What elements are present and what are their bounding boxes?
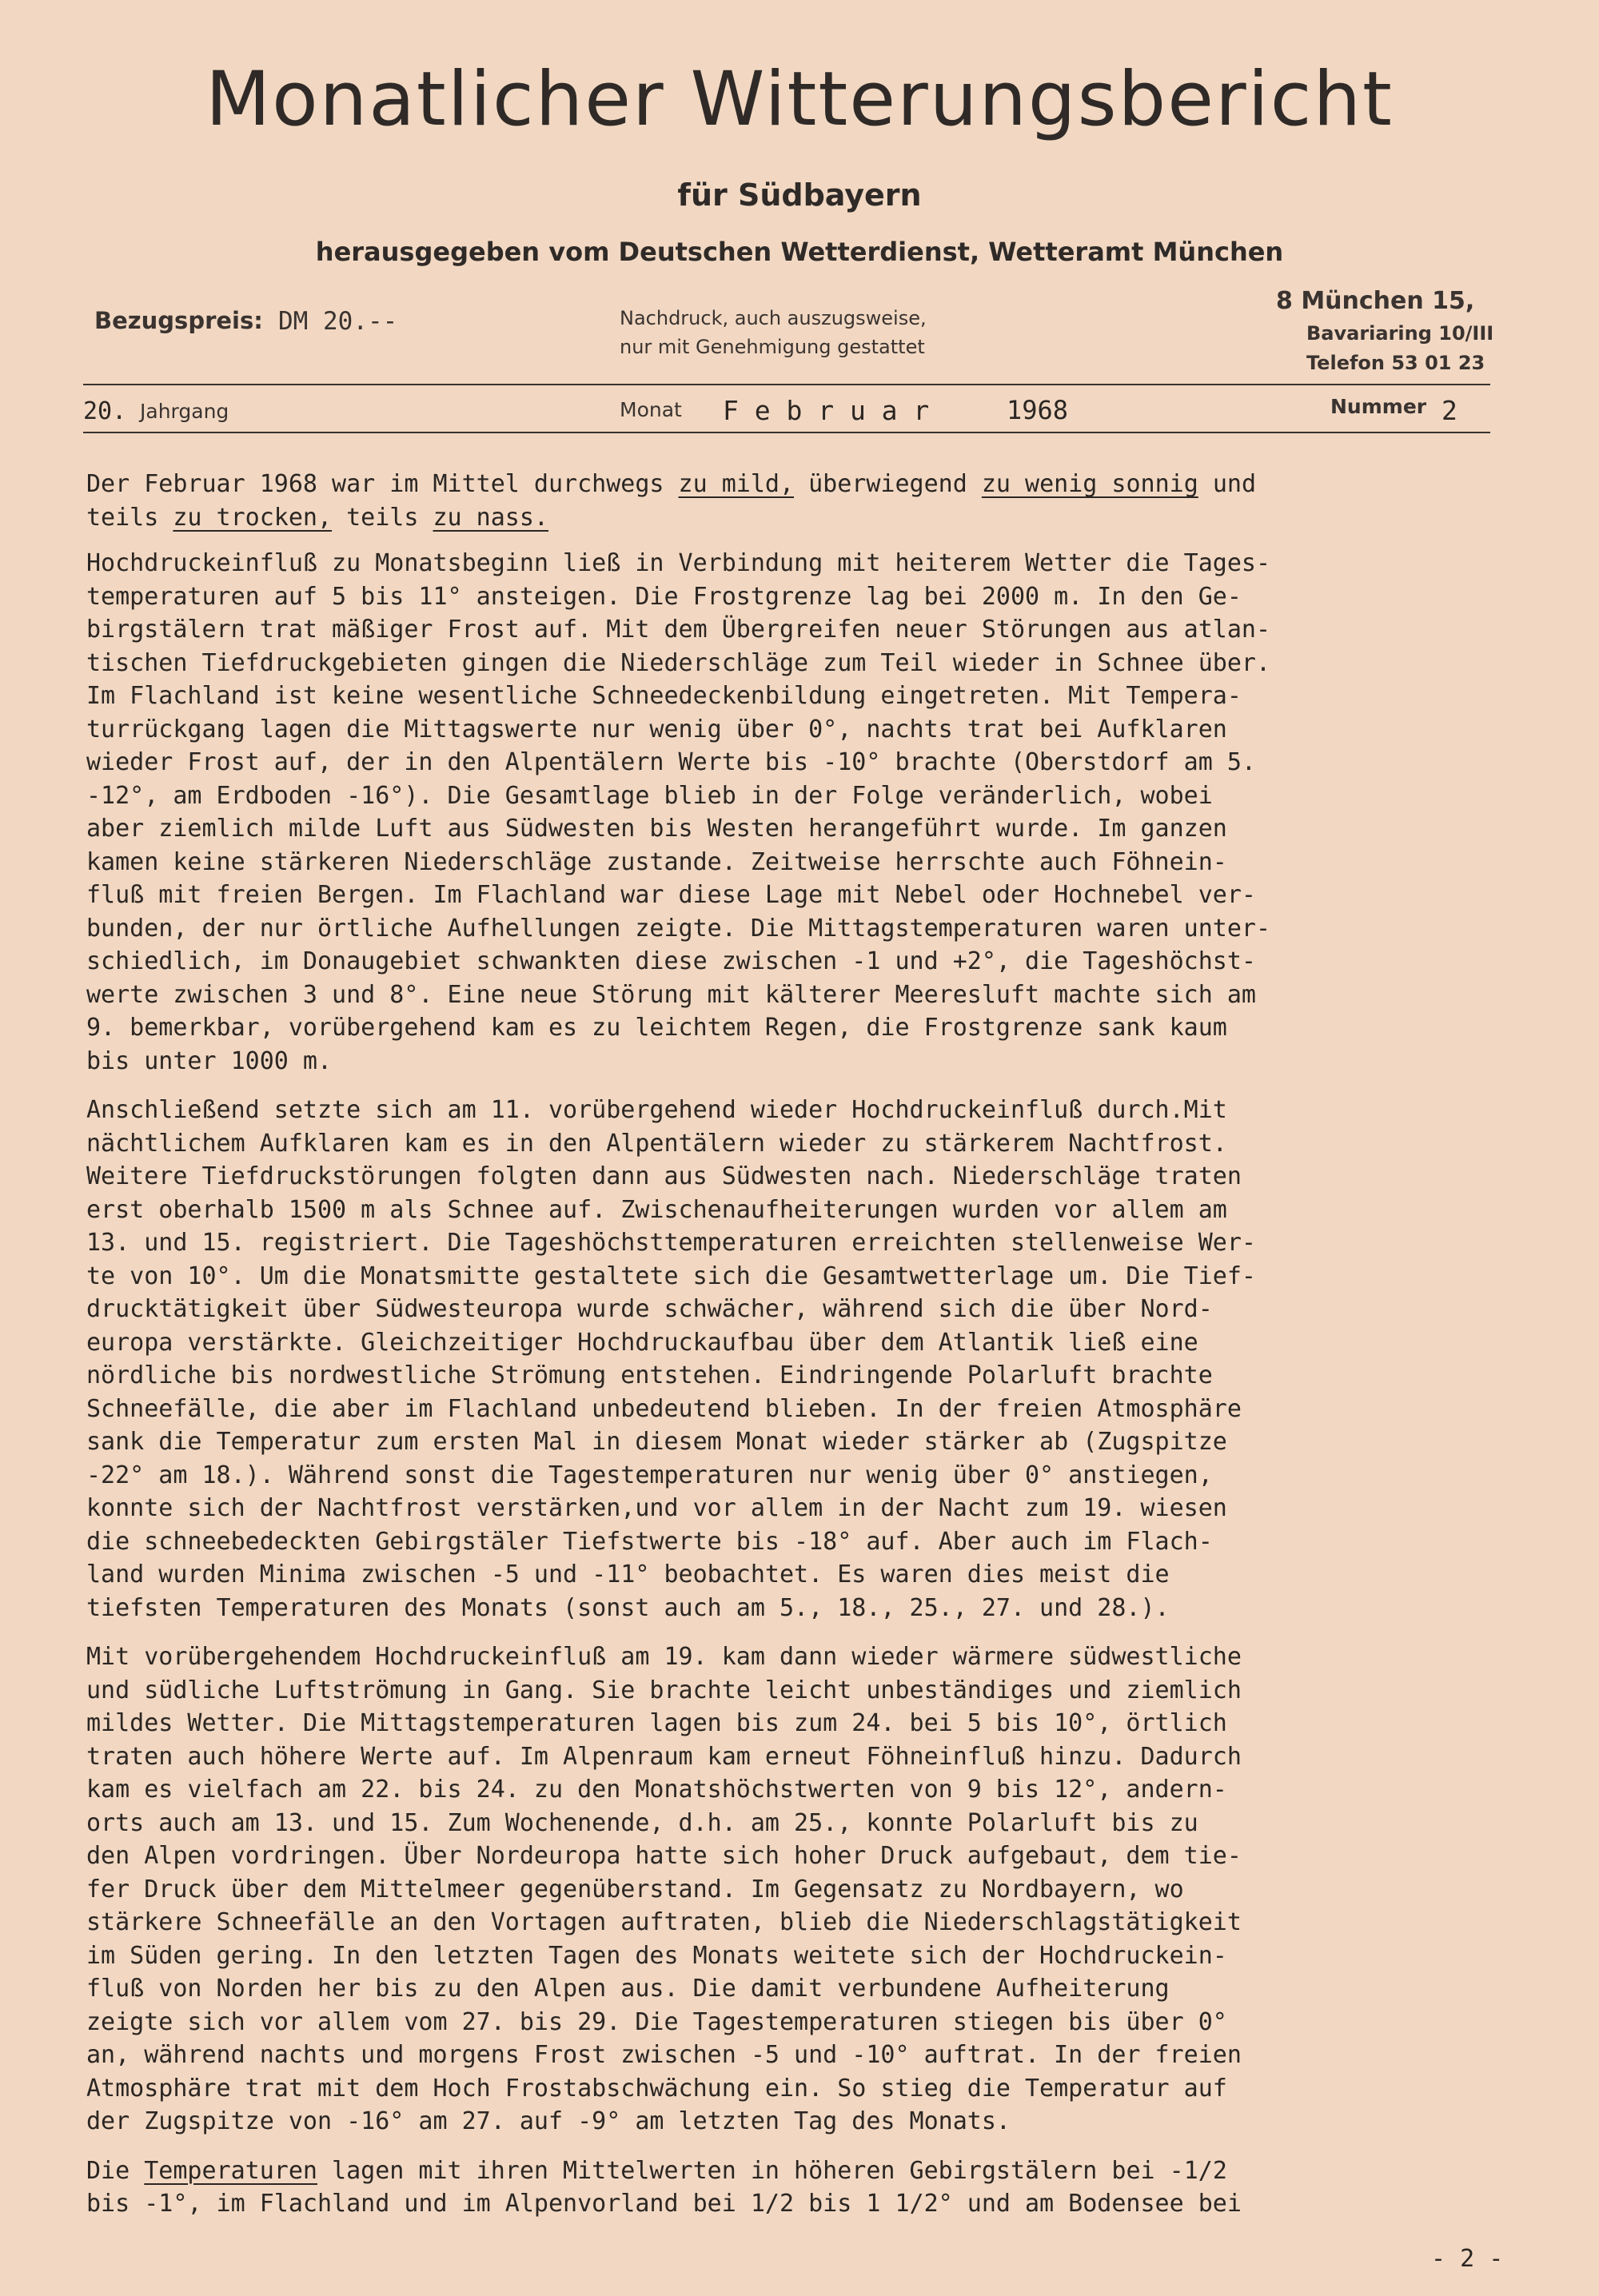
reprint-notice-line1: Nachdruck, auch auszugsweise, xyxy=(620,307,927,329)
underlined-term: zu wenig sonnig xyxy=(981,470,1198,498)
header-rule-bottom xyxy=(83,432,1490,433)
price-label: Bezugspreis: xyxy=(94,307,263,334)
report-subtitle: für Südbayern xyxy=(677,177,922,213)
paragraph-4-text: bis -1°, im Flachland und im Alpenvorland bei 1/2 bis 1 1/2° und am Bodensee bei xyxy=(86,2190,1242,2218)
paragraph-3: Mit vorübergehendem Hochdruckeinfluß am 19. kam dann wieder wärmere südwestliche und südliche Luftströmung in Gang. Sie brachte leicht unbeständiges und ziemlich mildes Wetter. Die Mittagstemperaturen lagen bis zum 24. bei 5 bis 10°, örtlich traten auch höhere Werte auf. Im Alpenraum kam erneut Föhneinfluß hinzu. Dadurch kam es vielfach am 22. bis 24. zu den Monatshöchstwerten von 9 bis 12°, andern- orts auch am 13. und 15. Zum Wochenende, d.h. am 25., konnte Polarluft bis zu den Alpen vordringen. Über Nordeuropa hatte sich hoher Druck aufgebaut, dem tie- fer Druck über dem Mittelmeer gegenüberstand. Im Gegensatz zu Nordbayern, wo stärkere Schneefälle an den Vortagen auftraten, blieb die Niederschlagstätigkeit im Süden gering. In den letzten Tagen des Monats weitete sich der Hochdruckein- fluß von Norden her bis zu den Alpen aus. Die damit verbundene Aufheiterung zeigte sich vor allem vom 27. bis 29. Die Tagestemperaturen stiegen bis über 0° an, während nachts und morgens Frost zwischen -5 und -10° auftrat. In der freien Atmosphäre trat mit dem Hoch Frostabschwächung ein. So stieg die Temperatur auf der Zugspitze von -16° am 27. auf -9° am letzten Tag des Monats. xyxy=(86,1643,1242,2135)
number-label: Nummer xyxy=(1330,395,1427,418)
paragraph-4 xyxy=(86,2154,1557,2221)
month-label: Monat xyxy=(620,398,682,421)
address-phone: Telefon 53 01 23 xyxy=(1306,352,1485,374)
intro-text: Der Februar 1968 war im Mittel durchwegs xyxy=(86,470,679,498)
reprint-notice-line2: nur mit Genehmigung gestattet xyxy=(620,336,925,358)
intro-text: teils xyxy=(86,503,173,532)
header-rule-top xyxy=(83,384,1490,385)
year-value: 1968 xyxy=(1007,395,1069,425)
volume-label: Jahrgang xyxy=(140,400,229,423)
underlined-term: Temperaturen xyxy=(144,2156,317,2185)
underlined-term: zu trocken, xyxy=(173,503,333,532)
intro-text: und xyxy=(1198,470,1257,498)
number-value: 2 xyxy=(1441,395,1457,426)
page-number: - 2 - xyxy=(1431,2245,1504,2273)
intro-text: überwiegend xyxy=(794,470,982,498)
volume-number: 20. xyxy=(83,397,127,425)
intro-text: teils xyxy=(332,503,433,532)
month-value: F e b r u a r xyxy=(723,395,930,426)
report-title: Monatlicher Witterungsbericht xyxy=(205,56,1394,143)
paragraph-4-text: Die xyxy=(86,2156,145,2185)
address-street: Bavariaring 10/III xyxy=(1306,322,1494,345)
price-value: DM 20.-- xyxy=(278,307,398,336)
underlined-term: zu nass. xyxy=(433,503,548,532)
publisher-line: herausgegeben vom Deutschen Wetterdienst, Wetteramt München xyxy=(315,237,1284,267)
report-body xyxy=(86,468,1557,2237)
intro-paragraph xyxy=(86,468,1557,534)
paragraph-4-text: lagen mit ihren Mittelwerten in höheren Gebirgstälern bei -1/2 xyxy=(317,2156,1227,2185)
underlined-term: zu mild, xyxy=(678,470,795,498)
paragraph-1: Hochdruckeinfluß zu Monatsbeginn ließ in Verbindung mit heiterem Wetter die Tages- temperaturen auf 5 bis 11° ansteigen. Die Frostgrenze lag bei 2000 m. In den Ge- birgstälern trat mäßiger Frost auf. Mit dem Übergreifen neuer Störungen aus atlan- tischen Tiefdruckgebieten gingen die Niederschläge zum Teil wieder in Schnee über. Im Flachland ist keine wesentliche Schneedeckenbildung eingetreten. Mit Tempera- turrückgang lagen die Mittagswerte nur wenig über 0°, nachts trat bei Aufklaren wieder Frost auf, der in den Alpentälern Werte bis -10° brachte (Oberstdorf am 5. -12°, am Erdboden -16°). Die Gesamtlage blieb in der Folge veränderlich, wobei aber ziemlich milde Luft aus Südwesten bis Westen herangeführt wurde. Im ganzen kamen keine stärkeren Niederschläge zustande. Zeitweise herrschte auch Föhnein- fluß mit freien Bergen. Im Flachland war diese Lage mit Nebel oder Hochnebel ver- bunden, der nur örtliche Aufhellungen zeigte. Die Mittagstemperaturen waren unter- schiedlich, im Donaugebiet schwankten diese zwischen -1 und +2°, die Tageshöchst- werte zwischen 3 und 8°. Eine neue Störung mit kälterer Meeresluft machte sich am 9. bemerkbar, vorübergehend kam es zu leichtem Regen, die Frostgrenze sank kaum bis unter 1000 m. xyxy=(86,549,1271,1075)
address-city: 8 München 15, xyxy=(1276,287,1475,315)
paragraph-2: Anschließend setzte sich am 11. vorübergehend wieder Hochdruckeinfluß durch.Mit nächtlichem Aufklaren kam es in den Alpentälern wieder zu stärkerem Nachtfrost. Weitere Tiefdruckstörungen folgten dann aus Südwesten nach. Niederschläge traten erst oberhalb 1500 m als Schnee auf. Zwischenaufheiterungen wurden vor allem am 13. und 15. registriert. Die Tageshöchsttemperaturen erreichten stellenweise Wer- te von 10°. Um die Monatsmitte gestaltete sich die Gesamtwetterlage um. Die Tief- drucktätigkeit über Südwesteuropa wurde schwächer, während sich die über Nord- europa verstärkte. Gleichzeitiger Hochdruckaufbau über dem Atlantik ließ eine nördliche bis nordwestliche Strömung entstehen. Eindringende Polarluft brachte Schneefälle, die aber im Flachland unbedeutend blieben. In der freien Atmosphäre sank die Temperatur zum ersten Mal in diesem Monat wieder stärker ab (Zugspitze -22° am 18.). Während sonst die Tagestemperaturen nur wenig über 0° anstiegen, konnte sich der Nachtfrost verstärken,und vor allem in der Nacht zum 19. wiesen die schneebedeckten Gebirgstäler Tiefstwerte bis -18° auf. Aber auch im Flach- land wurden Minima zwischen -5 und -11° beobachtet. Es waren dies meist die tiefsten Temperaturen des Monats (sonst auch am 5., 18., 25., 27. und 28.). xyxy=(86,1096,1256,1622)
